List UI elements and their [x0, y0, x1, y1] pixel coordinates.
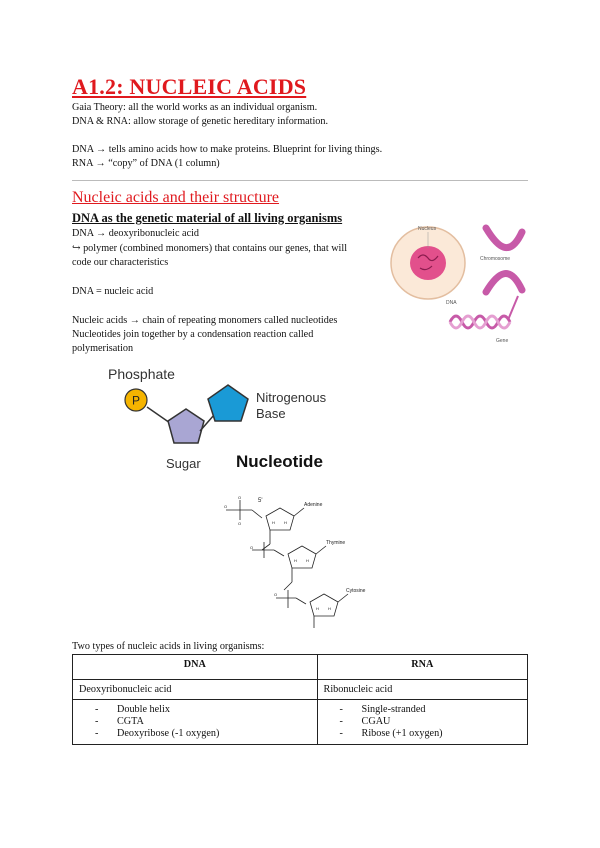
svg-text:O: O	[238, 521, 242, 526]
cell-chromosome-dna-figure	[388, 218, 532, 350]
svg-text:H: H	[272, 520, 275, 525]
subheading: DNA as the genetic material of all living organisms	[72, 211, 343, 225]
intro-line-dna-proteins: DNA → tells amino acids how to make proteins. Blueprint for living things.	[72, 144, 383, 155]
nucleotide-chain-figure	[222, 494, 382, 634]
svg-text:H: H	[294, 558, 297, 563]
horizontal-divider	[72, 180, 528, 181]
body-line-join: Nucleotides join together by a condensation reaction called	[72, 329, 314, 340]
chromosome-lower	[486, 274, 522, 292]
list-item: - CGAU	[339, 716, 391, 727]
list-item: - Single-stranded	[339, 704, 426, 715]
intro-line-dna-rna: DNA & RNA: allow storage of genetic hereditary information.	[72, 116, 329, 127]
svg-text:O: O	[238, 495, 242, 500]
table-row-properties	[73, 700, 528, 745]
page-title: A1.2: NUCLEIC ACIDS	[72, 74, 307, 99]
list-item: - Double helix	[95, 704, 170, 715]
gene-label: Gene	[496, 338, 509, 344]
chromosome-upper	[486, 228, 522, 248]
svg-text:O: O	[250, 545, 254, 550]
list-item: - Deoxyribose (-1 oxygen)	[95, 728, 220, 739]
body-line-chain: Nucleic acids → chain of repeating monomers called nucleotides	[72, 315, 338, 326]
list-item: - Ribose (+1 oxygen)	[339, 728, 443, 739]
nitrogenous-label-1: Nitrogenous	[256, 390, 327, 405]
body-line-polymerisation: polymerisation	[72, 343, 134, 354]
dna-rna-comparison-table	[72, 654, 528, 745]
header-dna: DNA	[73, 655, 318, 680]
rna-full-name: Ribonucleic acid	[317, 680, 527, 700]
phosphate-p-symbol: P	[131, 393, 141, 408]
svg-text:H: H	[284, 520, 287, 525]
svg-text:O: O	[274, 592, 278, 597]
list-item: - CGTA	[95, 716, 144, 727]
intro-line-gaia: Gaia Theory: all the world works as an individual organism.	[72, 102, 318, 113]
rna-properties-cell	[317, 700, 527, 745]
svg-text:H: H	[306, 558, 309, 563]
base-label-cytosine: Cytosine	[346, 588, 366, 594]
nucleotide-figure	[104, 357, 352, 477]
body-line-polymer: ↪ polymer (combined monomers) that contains our genes, that will	[72, 243, 348, 254]
cell-nucleus	[410, 246, 446, 280]
body-line-nucleic-acid: DNA = nucleic acid	[72, 286, 154, 297]
dna-full-name: Deoxyribonucleic acid	[73, 680, 318, 700]
header-rna: RNA	[317, 655, 527, 680]
table-row-names	[73, 680, 528, 700]
sugar-label: Sugar	[166, 456, 201, 471]
five-prime-label: 5'	[258, 498, 263, 504]
body-line-dna-def: DNA → deoxyribonucleic acid	[72, 228, 200, 239]
chromosome-label: Chromosome	[480, 256, 511, 262]
section-heading: Nucleic acids and their structure	[72, 189, 280, 206]
base-label-thymine: Thymine	[326, 540, 346, 546]
nucleus-label: Nucleus	[418, 226, 437, 232]
dna-properties-cell	[73, 700, 318, 745]
svg-text:O: O	[224, 504, 228, 509]
svg-text:H: H	[316, 606, 319, 611]
nucleotide-label: Nucleotide	[236, 452, 323, 471]
body-line-code: code our characteristics	[72, 257, 169, 268]
nitrogenous-label-2: Base	[256, 406, 286, 421]
phosphate-label: Phosphate	[108, 366, 175, 382]
table-caption: Two types of nucleic acids in living organisms:	[72, 641, 265, 652]
base-label-adenine: Adenine	[304, 502, 323, 508]
svg-text:H: H	[328, 606, 331, 611]
intro-line-rna-copy: RNA → “copy” of DNA (1 column)	[72, 158, 220, 169]
table-header-row	[73, 655, 528, 680]
dna-label: DNA	[446, 300, 457, 306]
